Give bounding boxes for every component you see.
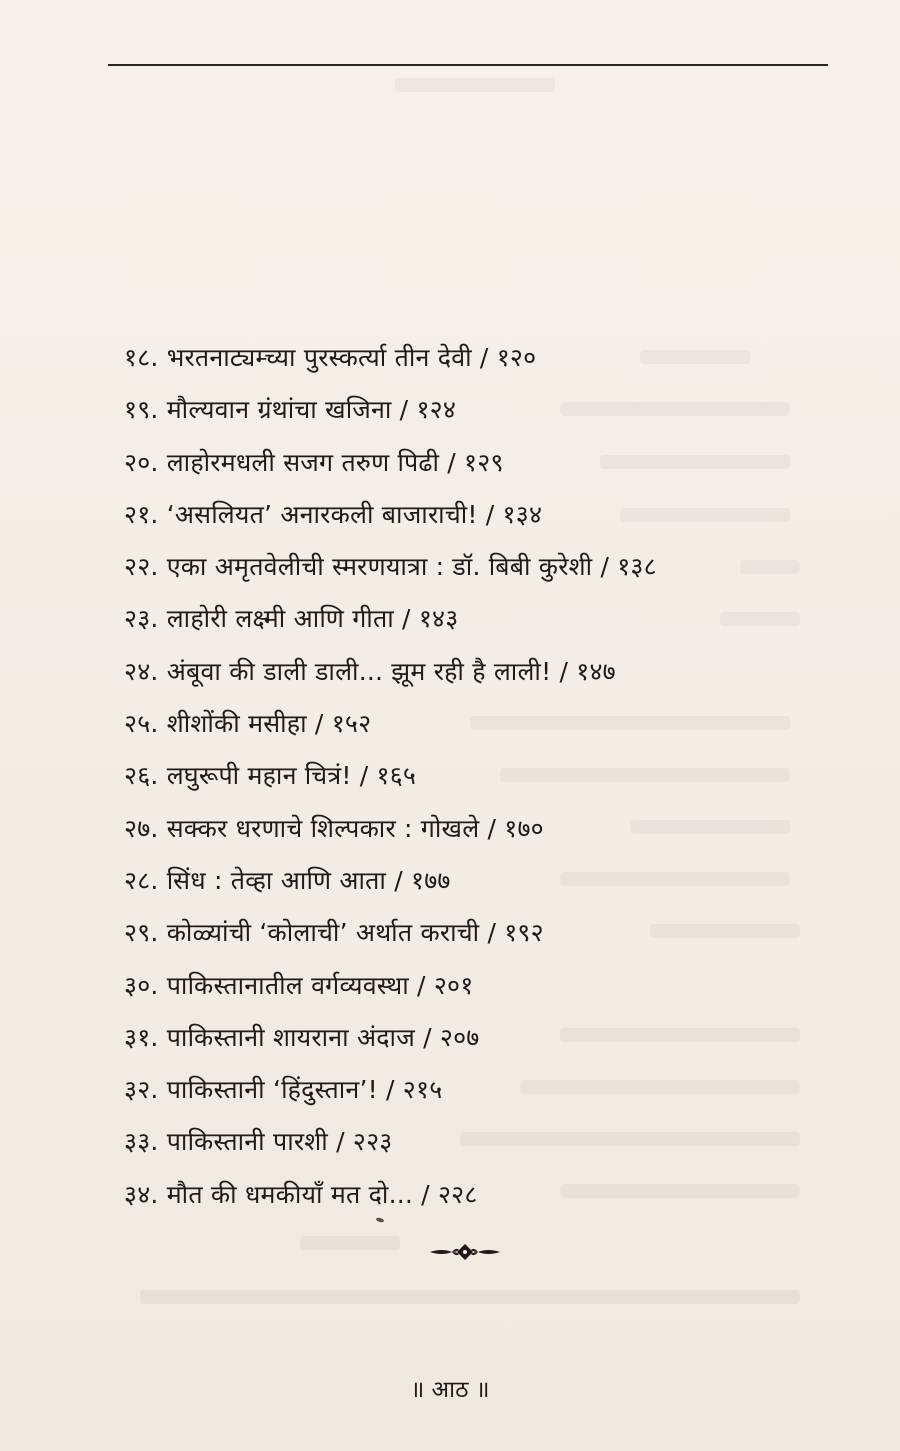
toc-entry: २४. अंबूवा की डाली डाली... झूम रही है लाली! / १४७: [124, 650, 824, 702]
toc-entry-page: २२८: [437, 1179, 478, 1209]
toc-entry-number: २०.: [124, 447, 159, 477]
toc-entry: ३०. पाकिस्तानातील वर्गव्यवस्था / २०१: [124, 964, 824, 1016]
show-through-mark: [395, 78, 555, 92]
toc-entry: २७. सक्कर धरणाचे शिल्पकार : गोखले / १७०: [124, 807, 824, 859]
toc-entry: २१. ‘असलियत’ अनारकली बाजाराची! / १३४: [124, 493, 824, 545]
toc-entry: २२. एका अमृतवेलीची स्मरणयात्रा : डॉ. बिबी कुरेशी / १३८: [124, 545, 824, 597]
toc-entry-page: १७७: [411, 865, 451, 895]
toc-entry-number: २९.: [124, 918, 159, 948]
toc-entry-page: १४३: [418, 604, 459, 634]
toc-entry: २९. कोळ्यांची ‘कोलाची’ अर्थात कराची / १९२: [124, 911, 824, 963]
toc-entry-page: १३८: [617, 552, 657, 582]
toc-entry-number: २२.: [124, 552, 159, 582]
toc-entry-title: लघुरूपी महान चित्रं!: [166, 761, 352, 791]
toc-entry-title: पाकिस्तानी ‘हिंदुस्तान’!: [166, 1075, 378, 1105]
toc-entry-title: सक्कर धरणाचे शिल्पकार : गोखले: [166, 813, 480, 843]
toc-entry-page: १२०: [496, 343, 537, 372]
toc-entry-number: २१.: [124, 499, 159, 529]
show-through-mark: [140, 1290, 800, 1304]
toc-entry-number: ३१.: [124, 1022, 159, 1052]
toc-entry-page: १५२: [331, 709, 372, 739]
toc-entry-title: भरतनाट्यम्च्या पुरस्कर्त्या तीन देवी: [166, 343, 472, 372]
toc-entry: १८. भरतनाट्यम्च्या पुरस्कर्त्या तीन देवी / १२०: [124, 336, 824, 388]
toc-entry-number: ३४.: [124, 1179, 159, 1209]
toc-entry-page: २०७: [439, 1022, 480, 1052]
toc-entry: ३१. पाकिस्तानी शायराना अंदाज / २०७: [124, 1016, 824, 1068]
toc-entry-page: १७०: [504, 813, 544, 843]
toc-entry: ३४. मौत की धमकीयाँ मत दो... / २२८: [124, 1173, 824, 1225]
toc-entry-number: २३.: [124, 604, 159, 634]
toc-entry-title: एका अमृतवेलीची स्मरणयात्रा : डॉ. बिबी कुरेशी: [166, 552, 593, 582]
toc-entry-page: १३४: [502, 499, 543, 529]
toc-entry-number: २८.: [124, 865, 159, 895]
page-folio: ॥ आठ ॥: [410, 1377, 490, 1403]
toc-entry-page: २२३: [352, 1127, 393, 1157]
header-rule: [108, 64, 828, 66]
toc-entry-title: कोळ्यांची ‘कोलाची’ अर्थात कराची: [166, 918, 480, 948]
toc-entry-number: २५.: [124, 709, 159, 739]
toc-entry-title: ‘असलियत’ अनारकली बाजाराची!: [166, 499, 478, 529]
toc-entry-title: पाकिस्तानी शायराना अंदाज: [166, 1022, 415, 1052]
show-through-mark: [300, 1236, 400, 1250]
toc-entry-title: मौत की धमकीयाँ मत दो...: [166, 1179, 414, 1209]
toc-entry-number: ३०.: [124, 970, 159, 1000]
toc-entry-title: पाकिस्तानातील वर्गव्यवस्था: [166, 970, 409, 1000]
toc-entry-title: शीशोंकी मसीहा: [166, 709, 307, 739]
toc-entry-number: १८.: [124, 343, 159, 372]
table-of-contents: [124, 336, 824, 1225]
toc-entry-page: २०१: [433, 970, 474, 1000]
toc-entry-number: ३२.: [124, 1075, 159, 1105]
toc-entry-page: १२९: [464, 447, 504, 477]
toc-entry-title: लाहोरी लक्ष्मी आणि गीता: [166, 604, 394, 634]
toc-entry-number: ३३.: [124, 1127, 159, 1157]
toc-entry-page: २१५: [402, 1075, 443, 1105]
toc-entry: १९. मौल्यवान ग्रंथांचा खजिना / १२४: [124, 388, 824, 440]
toc-entry: २६. लघुरूपी महान चित्रं! / १६५: [124, 754, 824, 806]
toc-entry-page: १४७: [576, 656, 616, 686]
toc-entry-title: सिंध : तेव्हा आणि आता: [166, 865, 387, 895]
toc-entry-page: १२४: [416, 395, 457, 425]
toc-entry-number: २४.: [124, 656, 159, 686]
toc-entry-number: २६.: [124, 761, 159, 791]
toc-entry-title: पाकिस्तानी पारशी: [166, 1127, 328, 1157]
toc-entry: ३२. पाकिस्तानी ‘हिंदुस्तान’! / २१५: [124, 1068, 824, 1120]
toc-entry-number: २७.: [124, 813, 159, 843]
toc-entry-number: १९.: [124, 395, 159, 425]
toc-entry-title: लाहोरमधली सजग तरुण पिढी: [166, 447, 440, 477]
toc-entry-title: अंबूवा की डाली डाली... झूम रही है लाली!: [166, 656, 552, 686]
toc-entry: २५. शीशोंकी मसीहा / १५२: [124, 702, 824, 754]
toc-entry-title: मौल्यवान ग्रंथांचा खजिना: [166, 395, 392, 425]
toc-entry-page: १९२: [504, 918, 544, 948]
toc-entry: २८. सिंध : तेव्हा आणि आता / १७७: [124, 859, 824, 911]
toc-entry: २०. लाहोरमधली सजग तरुण पिढी / १२९: [124, 441, 824, 493]
toc-entry: २३. लाहोरी लक्ष्मी आणि गीता / १४३: [124, 597, 824, 649]
fleuron-ornament-icon: [428, 1242, 502, 1262]
toc-entry-page: १६५: [376, 761, 417, 791]
toc-entry: ३३. पाकिस्तानी पारशी / २२३: [124, 1120, 824, 1172]
